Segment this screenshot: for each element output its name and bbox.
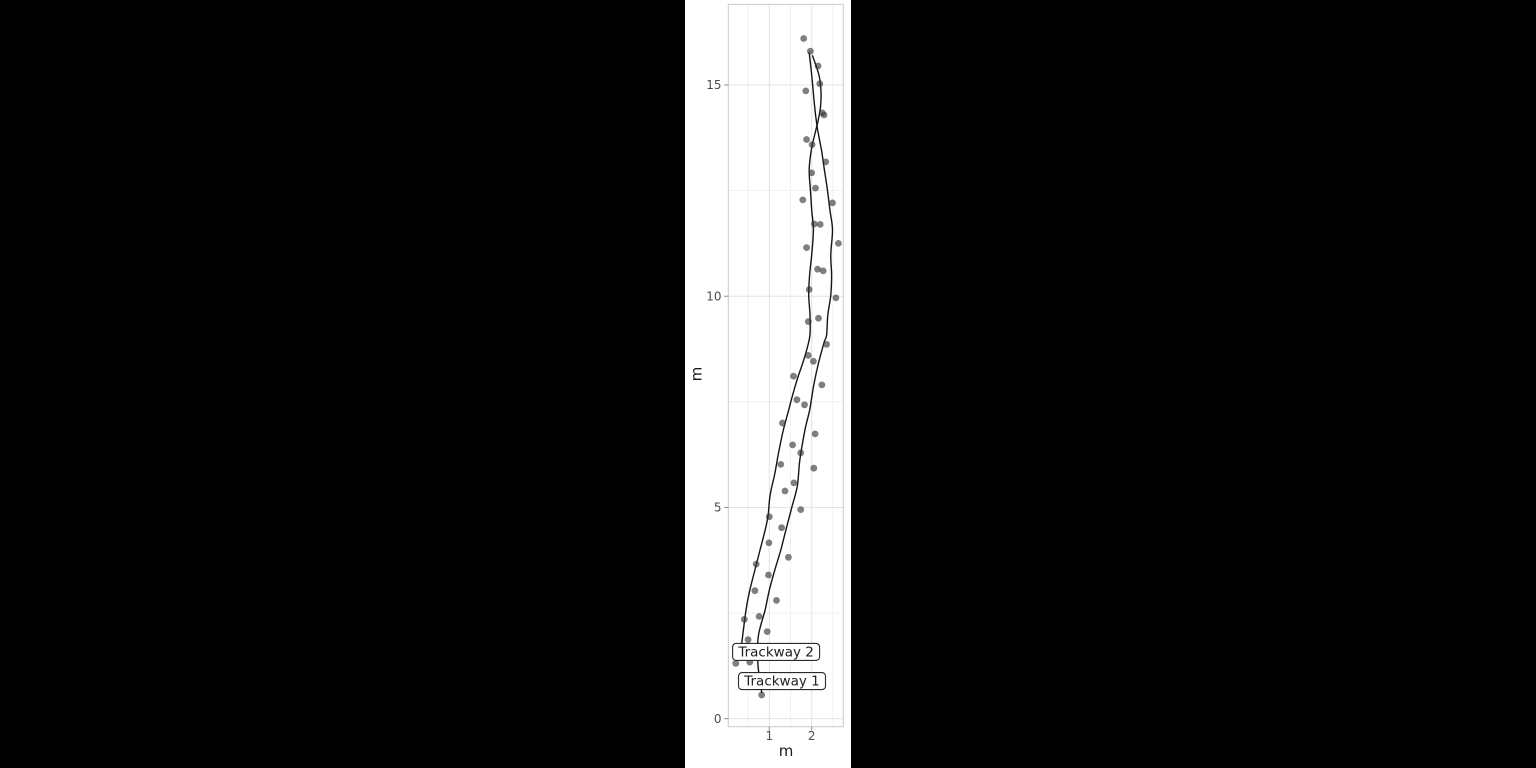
footprint-point [821, 112, 828, 119]
footprint-point [797, 506, 804, 513]
footprint-point [741, 616, 748, 623]
footprint-point [799, 197, 806, 204]
footprint-point [822, 159, 829, 166]
footprint-point [758, 692, 765, 699]
footprint-point [779, 420, 786, 427]
footprint-point [823, 341, 830, 348]
label-text: Trackway 1 [744, 673, 820, 690]
footprint-point [819, 382, 826, 389]
footprint-point [810, 358, 817, 365]
footprint-point [782, 488, 789, 495]
trackway-1-smooth-line [757, 53, 832, 693]
footprint-point [807, 48, 814, 55]
footprint-point [756, 613, 763, 620]
footprint-point [805, 352, 812, 359]
footprint-point [766, 540, 773, 547]
footprint-point [805, 318, 812, 325]
footprint-point [820, 268, 827, 275]
footprint-point [803, 244, 810, 251]
trackway-1-label [739, 673, 826, 690]
footprint-point [778, 524, 785, 531]
trackway-chart [685, 0, 851, 768]
footprint-point [753, 561, 760, 568]
trackway-2-label [733, 643, 820, 660]
footprint-point [835, 240, 842, 247]
y-tick-label: 15 [706, 78, 722, 93]
footprint-point [802, 88, 809, 95]
footprint-point [806, 286, 813, 293]
y-tick-label: 5 [713, 500, 722, 515]
footprint-point [764, 628, 771, 635]
x-tick-label: 1 [765, 729, 774, 744]
footprint-point [766, 513, 773, 520]
footprint-point [773, 597, 780, 604]
footprint-point [752, 587, 759, 594]
footprint-point [829, 200, 836, 207]
footprint-point [817, 221, 824, 228]
x-axis-title: m [778, 742, 794, 760]
plot-figure [685, 0, 851, 768]
footprint-point [812, 431, 819, 438]
y-axis-title: m [687, 366, 706, 382]
footprint-point [833, 295, 840, 302]
footprint-point [794, 396, 801, 403]
footprint-point [815, 63, 822, 70]
footprint-point [811, 221, 818, 228]
footprint-point [777, 461, 784, 468]
footprint-point [808, 170, 815, 177]
footprint-point [789, 442, 796, 449]
footprint-point [745, 636, 752, 643]
label-text: Trackway 2 [738, 644, 814, 661]
footprint-point [803, 136, 810, 143]
footprint-point [790, 373, 797, 380]
footprint-point [791, 480, 798, 487]
footprint-point [816, 80, 823, 87]
footprint-points [732, 35, 841, 698]
footprint-point [797, 450, 804, 457]
footprint-point [815, 315, 822, 322]
footprint-point [812, 185, 819, 192]
footprint-point [785, 554, 792, 561]
x-tick-label: 2 [807, 729, 816, 744]
y-tick-label: 0 [713, 711, 722, 726]
footprint-point [765, 572, 772, 579]
footprint-point [810, 465, 817, 472]
smooth-lines [741, 53, 832, 693]
footprint-point [809, 141, 816, 148]
footprint-point [800, 35, 807, 42]
y-tick-label: 10 [706, 289, 722, 304]
footprint-point [801, 401, 808, 408]
